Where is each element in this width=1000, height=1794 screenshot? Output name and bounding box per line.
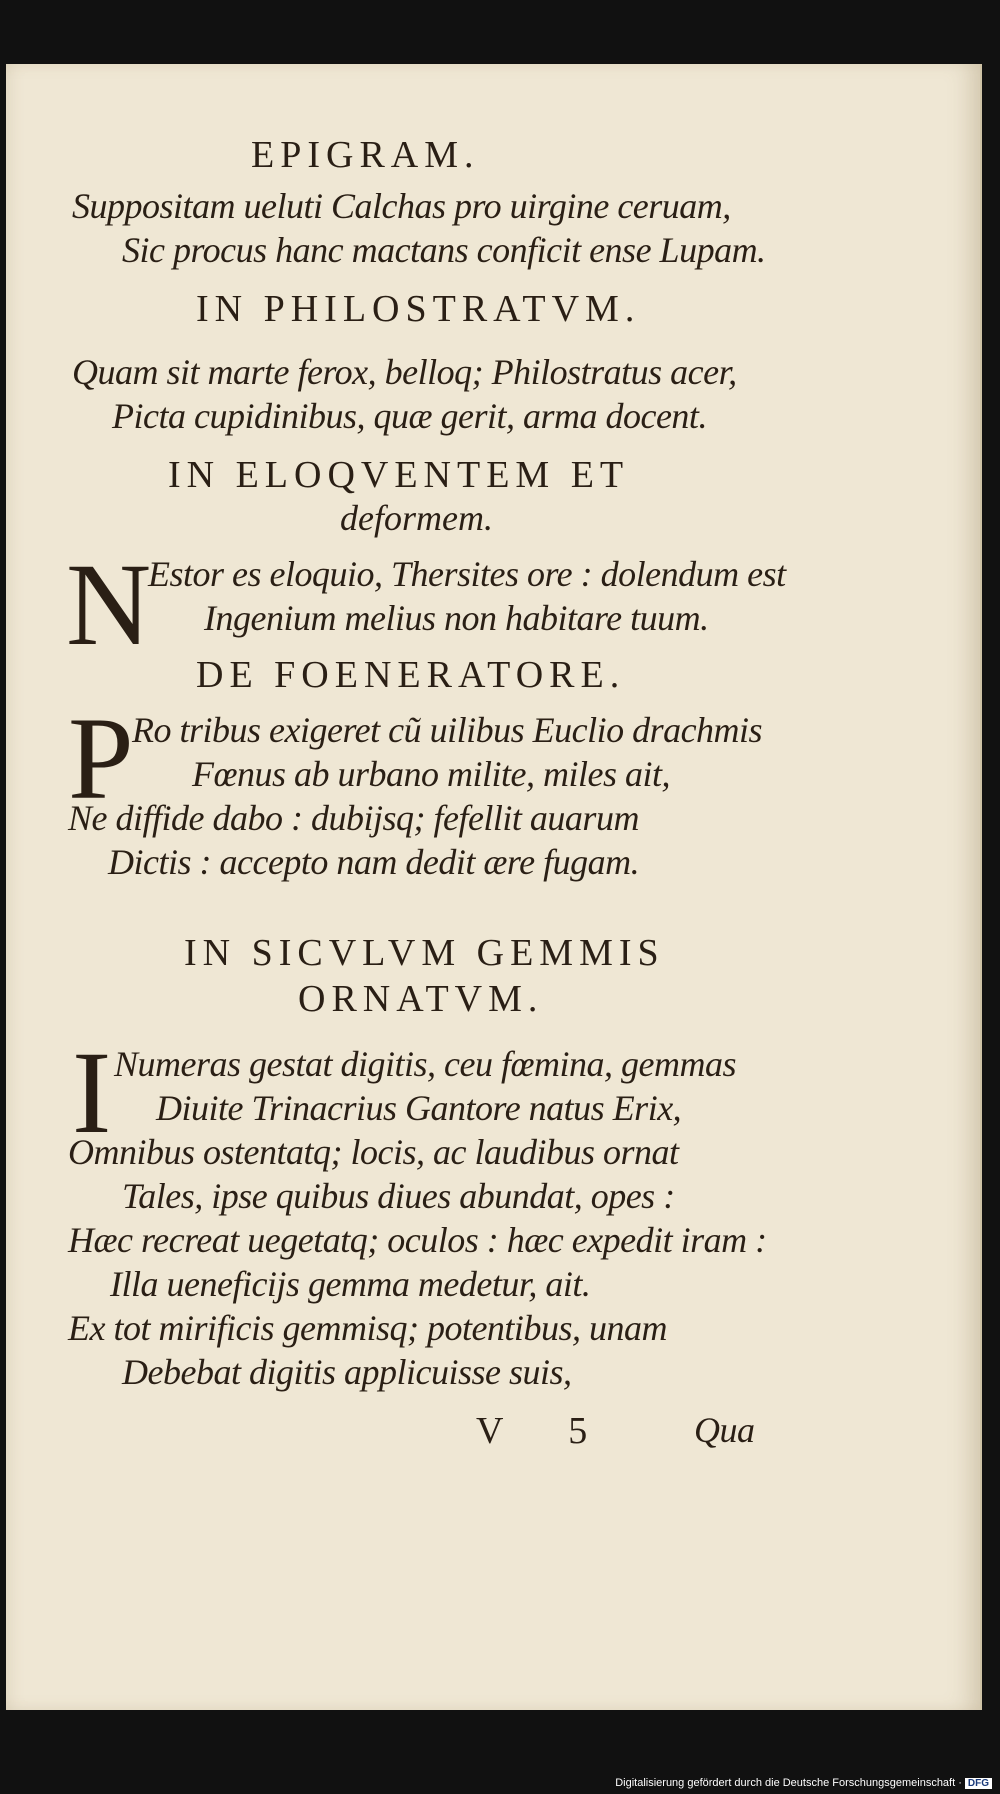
credit-text: Digitalisierung gefördert durch die Deutsche Forschungsgemeinschaft · xyxy=(615,1777,962,1789)
poem-title: IN ELOQVENTEM ET xyxy=(168,454,630,496)
verse-line: Quam sit marte ferox, belloq; Philostratus acer, xyxy=(72,352,737,392)
verse-line: Sic procus hanc mactans conficit ense Lupam. xyxy=(122,230,766,270)
catchword: Qua xyxy=(694,1410,755,1450)
verse-line: Picta cupidinibus, quæ gerit, arma docent. xyxy=(112,396,707,436)
drop-cap: P xyxy=(68,693,134,824)
verse-line: Dictis : accepto nam dedit ære fugam. xyxy=(108,842,640,882)
verse-line: Fœnus ab urbano milite, miles ait, xyxy=(192,754,670,794)
verse-line: Suppositam ueluti Calchas pro uirgine ceruam, xyxy=(72,186,731,226)
poem-subtitle: deformem. xyxy=(340,498,493,538)
verse-line: Ne diffide dabo : dubijsq; fefellit auarum xyxy=(68,798,639,838)
verse-line: Hæc recreat uegetatq; oculos : hæc expedit iram : xyxy=(68,1220,767,1260)
verse-line: Diuite Trinacrius Gantore natus Erix, xyxy=(156,1088,682,1128)
verse-line: Estor es eloquio, Thersites ore : dolendum est xyxy=(148,554,786,594)
poem-title: DE FOENERATORE. xyxy=(196,654,626,696)
verse-line: Ro tribus exigeret cũ uilibus Euclio drachmis xyxy=(132,710,763,750)
poem-title: IN SICVLVM GEMMIS xyxy=(184,932,665,974)
poem-title: IN PHILOSTRATVM. xyxy=(196,288,641,330)
digitization-credit xyxy=(615,1777,992,1789)
poem-title: ORNATVM. xyxy=(298,978,544,1020)
running-head: EPIGRAM. xyxy=(251,134,480,176)
verse-line: Debebat digitis applicuisse suis, xyxy=(122,1352,572,1392)
drop-cap: I xyxy=(72,1027,112,1158)
verse-line: Omnibus ostentatq; locis, ac laudibus ornat xyxy=(68,1132,679,1172)
drop-cap: N xyxy=(66,539,152,670)
signature-mark: V 5 xyxy=(476,1410,616,1452)
verse-line: Illa ueneficijs gemma medetur, ait. xyxy=(110,1264,591,1304)
verse-line: Numeras gestat digitis, ceu fœmina, gemmas xyxy=(114,1044,736,1084)
verse-line: Ingenium melius non habitare tuum. xyxy=(204,598,709,638)
dfg-logo: DFG xyxy=(965,1778,992,1789)
book-page xyxy=(6,64,982,1710)
verse-line: Ex tot mirificis gemmisq; potentibus, unam xyxy=(68,1308,667,1348)
verse-line: Tales, ipse quibus diues abundat, opes : xyxy=(122,1176,675,1216)
